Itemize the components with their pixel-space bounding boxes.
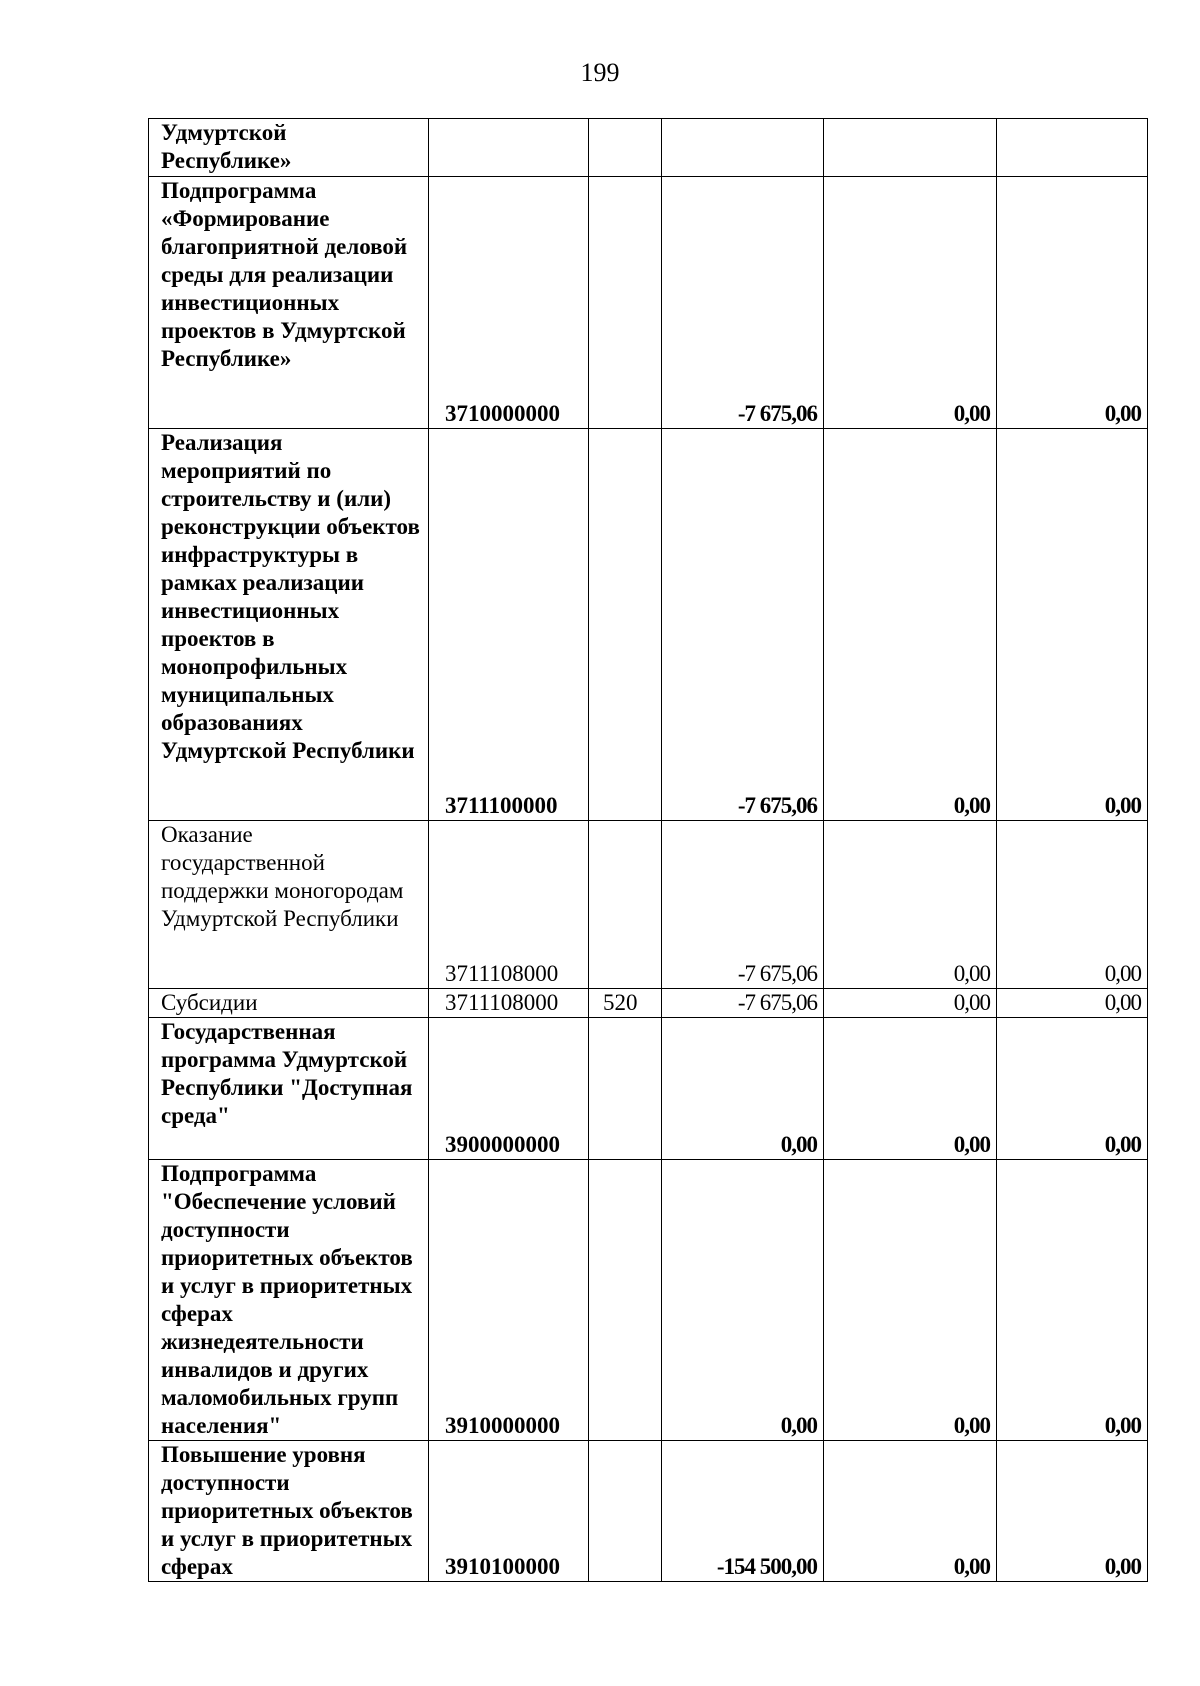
row-code: 3711100000 [429, 429, 589, 821]
row-kvr [589, 119, 662, 177]
table-row [149, 177, 1148, 429]
row-value-2: 0,00 [824, 989, 997, 1018]
row-value-2 [824, 119, 997, 177]
row-code: 3900000000 [429, 1018, 589, 1160]
row-value-3: 0,00 [997, 989, 1148, 1018]
row-value-1: -7 675,06 [662, 177, 824, 429]
row-value-3 [997, 119, 1148, 177]
table-row [149, 1018, 1148, 1160]
table-row [149, 1160, 1148, 1441]
table-row [149, 821, 1148, 989]
budget-table [148, 118, 1148, 1582]
row-code: 3910000000 [429, 1160, 589, 1441]
row-value-1: 0,00 [662, 1018, 824, 1160]
row-name: Повышение уровня доступности приоритетных объектов и услуг в приоритетных сферах [149, 1441, 429, 1582]
row-value-1: -7 675,06 [662, 429, 824, 821]
row-value-1: 0,00 [662, 1160, 824, 1441]
page-number: 199 [580, 58, 620, 87]
row-name: Реализация мероприятий по строительству и (или) реконструкции объектов инфраструктуры в рамках реализации инвестиционных проектов в монопрофильных муниципальных образованиях Удмуртской Республики [149, 429, 429, 821]
row-kvr [589, 1441, 662, 1582]
row-value-2: 0,00 [824, 429, 997, 821]
row-value-2: 0,00 [824, 1441, 997, 1582]
row-value-3: 0,00 [997, 821, 1148, 989]
row-code: 3710000000 [429, 177, 589, 429]
row-kvr [589, 1018, 662, 1160]
row-name: Подпрограмма «Формирование благоприятной деловой среды для реализации инвестиционных проектов в Удмуртской Республике» [149, 177, 429, 429]
row-value-1: -154 500,00 [662, 1441, 824, 1582]
table-row [149, 429, 1148, 821]
row-value-3: 0,00 [997, 1018, 1148, 1160]
row-value-1: -7 675,06 [662, 821, 824, 989]
row-name: Удмуртской Республике» [149, 119, 429, 177]
table-row [149, 119, 1148, 177]
row-code: 3711108000 [429, 989, 589, 1018]
row-value-3: 0,00 [997, 429, 1148, 821]
row-value-2: 0,00 [824, 177, 997, 429]
row-code: 3711108000 [429, 821, 589, 989]
row-value-2: 0,00 [824, 1160, 997, 1441]
row-name: Государственная программа Удмуртской Республики "Доступная среда" [149, 1018, 429, 1160]
row-kvr [589, 1160, 662, 1441]
row-value-2: 0,00 [824, 821, 997, 989]
row-value-3: 0,00 [997, 1160, 1148, 1441]
row-kvr [589, 429, 662, 821]
row-value-2: 0,00 [824, 1018, 997, 1160]
row-code [429, 119, 589, 177]
row-kvr [589, 821, 662, 989]
table-row [149, 989, 1148, 1018]
row-code: 3910100000 [429, 1441, 589, 1582]
row-value-3: 0,00 [997, 1441, 1148, 1582]
table-row [149, 1441, 1148, 1582]
row-value-1: -7 675,06 [662, 989, 824, 1018]
row-name: Субсидии [149, 989, 429, 1018]
row-value-1 [662, 119, 824, 177]
row-kvr [589, 177, 662, 429]
row-kvr: 520 [589, 989, 662, 1018]
row-name: Оказание государственной поддержки моногородам Удмуртской Республики [149, 821, 429, 989]
row-value-3: 0,00 [997, 177, 1148, 429]
row-name: Подпрограмма "Обеспечение условий доступности приоритетных объектов и услуг в приоритетных сферах жизнедеятельности инвалидов и других маломобильных групп населения" [149, 1160, 429, 1441]
